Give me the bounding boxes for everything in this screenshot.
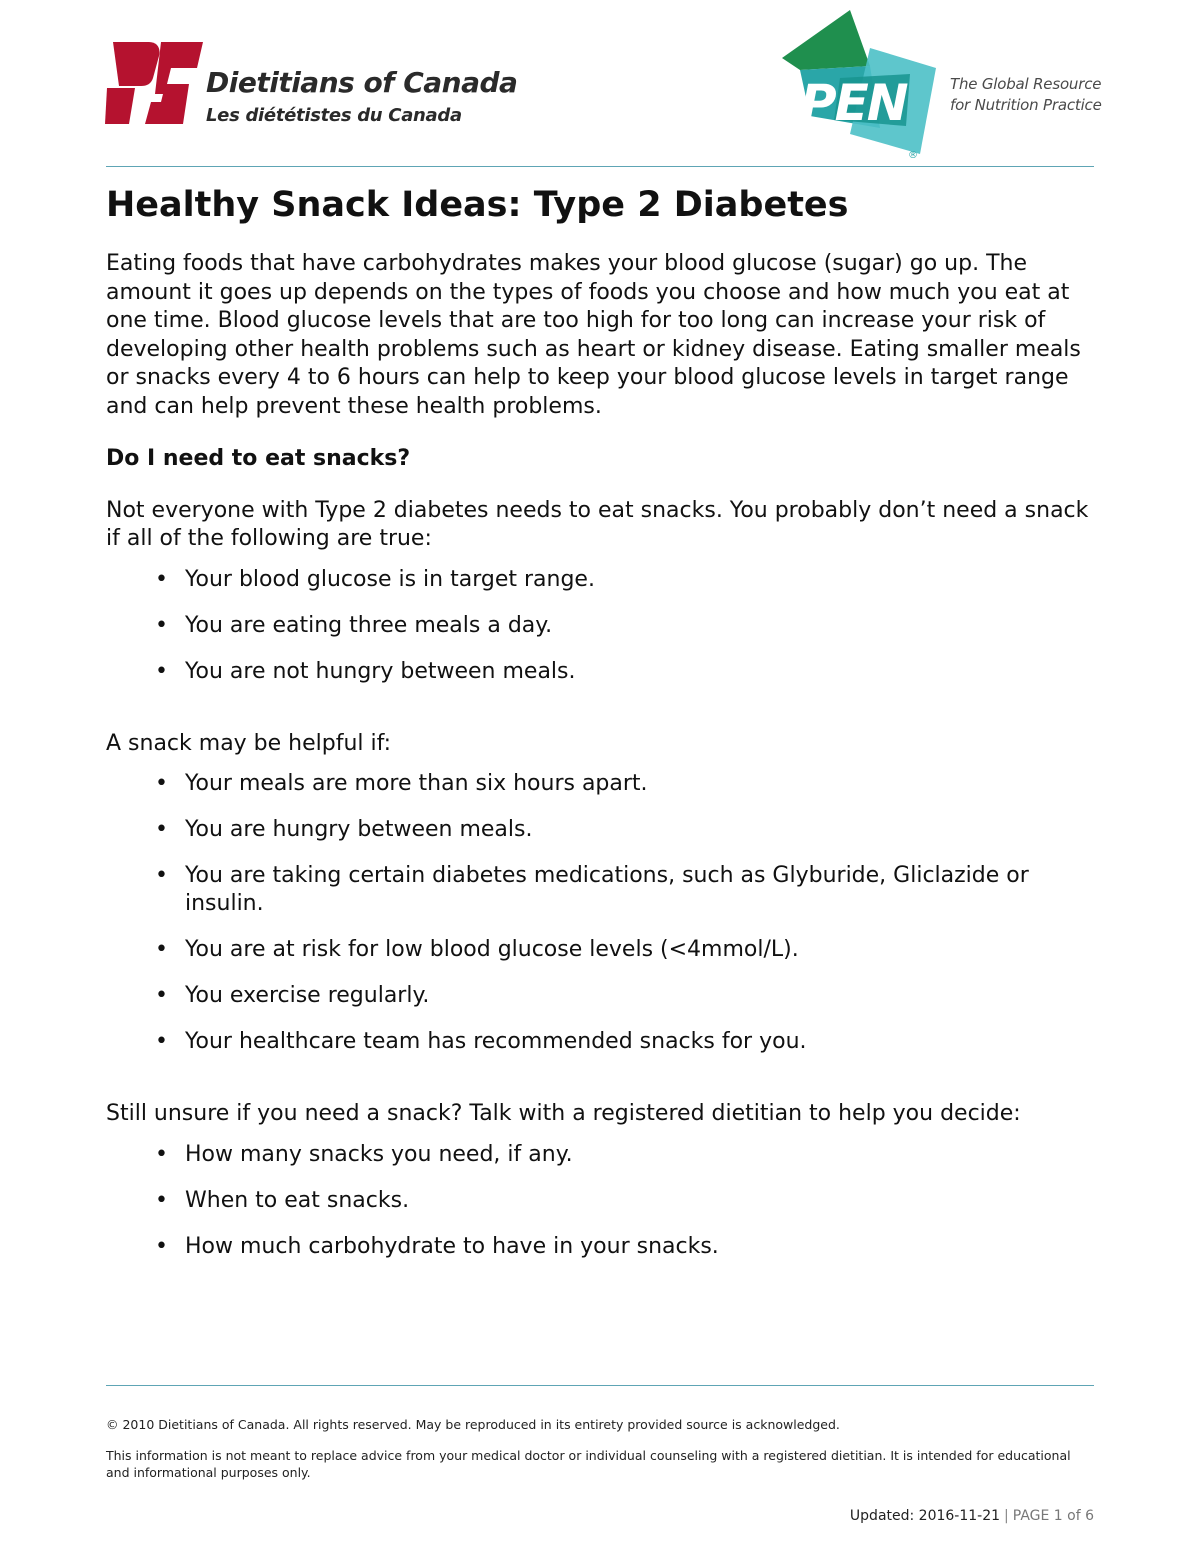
list-item-text: Your meals are more than six hours apart. [185, 771, 648, 796]
page-title: Healthy Snack Ideas: Type 2 Diabetes [106, 185, 849, 225]
updated-date: Updated: 2016-11-21 [849, 1508, 1001, 1524]
bullet-icon: • [155, 1187, 168, 1213]
page-header [0, 0, 1200, 170]
list-item [106, 566, 1096, 594]
list-item [106, 658, 1096, 686]
header-divider [106, 166, 1094, 167]
bullet-icon: • [155, 658, 168, 684]
unsure-intro: Still unsure if you need a snack? Talk with a registered dietitian to help you decide: [106, 1101, 1021, 1126]
disclaimer-notice: This information is not meant to replace advice from your medical doctor or individual counseling with a registered dietitian. It is intended for educational and informational purposes only. [106, 1448, 1071, 1480]
list-item-text: You are not hungry between meals. [185, 658, 576, 684]
dietitians-of-canada-logo-mark [105, 38, 205, 128]
no-snack-criteria-list [106, 566, 1096, 686]
helpful-intro: A snack may be helpful if: [106, 730, 392, 756]
list-item [106, 1028, 1096, 1056]
list-item [106, 1233, 1096, 1261]
bullet-icon: • [155, 1233, 168, 1259]
list-item-text: You are hungry between meals. [185, 817, 533, 842]
bullet-icon: • [155, 863, 168, 888]
dietitians-of-canada-wordmark [206, 66, 517, 128]
page-footer [106, 1415, 1096, 1481]
intro-paragraph: Eating foods that have carbohydrates makes your blood glucose (sugar) go up. The amount it goes up depends on the types of foods you choose and how much you eat at one time. Blood glucose levels that are too high for too long can increase your risk of developing other health problems such as heart or kidney disease. Eating smaller meals or snacks every 4 to 6 hours can help to keep your blood glucose levels in target range and can help prevent these health problems. [106, 251, 1081, 419]
page-number: PAGE 1 of 6 [1012, 1508, 1094, 1524]
footer-separator: | [1004, 1508, 1009, 1524]
pen-wordmark: PEN [800, 74, 907, 132]
bullet-icon: • [155, 1141, 168, 1167]
bullet-icon: • [155, 983, 168, 1008]
bullet-icon: • [155, 1029, 168, 1054]
list-item-text: You are taking certain diabetes medications, such as Glyburide, Gliclazide or insulin. [185, 863, 1029, 916]
registered-mark: ® [908, 150, 918, 161]
list-item-text: How many snacks you need, if any. [185, 1141, 573, 1167]
pen-tagline-line-2: for Nutrition Practice [950, 96, 1102, 114]
pen-logo [780, 8, 950, 163]
list-item-text: Your blood glucose is in target range. [185, 566, 595, 592]
list-item-text: How much carbohydrate to have in your snacks. [185, 1233, 719, 1259]
footer-divider [106, 1385, 1094, 1386]
list-item-text: You exercise regularly. [185, 983, 430, 1008]
list-item-text: When to eat snacks. [185, 1187, 410, 1213]
list-item [106, 862, 1096, 918]
bullet-icon: • [155, 817, 168, 842]
list-item [106, 982, 1096, 1010]
bullet-icon: • [155, 612, 168, 638]
not-everyone-paragraph: Not everyone with Type 2 diabetes needs to eat snacks. You probably don’t need a snack if all of the following are true: [106, 497, 1089, 551]
org-name-french: Les diététistes du Canada [206, 105, 462, 126]
list-item [106, 816, 1096, 844]
list-item-text: You are eating three meals a day. [185, 612, 553, 638]
org-name-english: Dietitians of Canada [206, 66, 518, 99]
list-item-text: Your healthcare team has recommended snacks for you. [185, 1029, 807, 1054]
dietitian-help-list [106, 1141, 1096, 1261]
list-item [106, 770, 1096, 798]
section-heading: Do I need to eat snacks? [106, 446, 411, 471]
document-body [106, 182, 1096, 1279]
pen-tagline [950, 74, 1102, 116]
bullet-icon: • [155, 771, 168, 796]
pen-tagline-line-1: The Global Resource [950, 75, 1102, 93]
list-item [106, 1187, 1096, 1215]
update-and-page-info [850, 1508, 1094, 1524]
list-item-text: You are at risk for low blood glucose levels (<4mmol/L). [185, 937, 799, 962]
bullet-icon: • [155, 937, 168, 962]
list-item [106, 936, 1096, 964]
copyright-notice: © 2010 Dietitians of Canada. All rights reserved. May be reproduced in its entirety provided source is acknowledged. [106, 1417, 840, 1432]
list-item [106, 1141, 1096, 1169]
list-item [106, 612, 1096, 640]
snack-helpful-list [106, 770, 1096, 1056]
bullet-icon: • [155, 566, 168, 592]
